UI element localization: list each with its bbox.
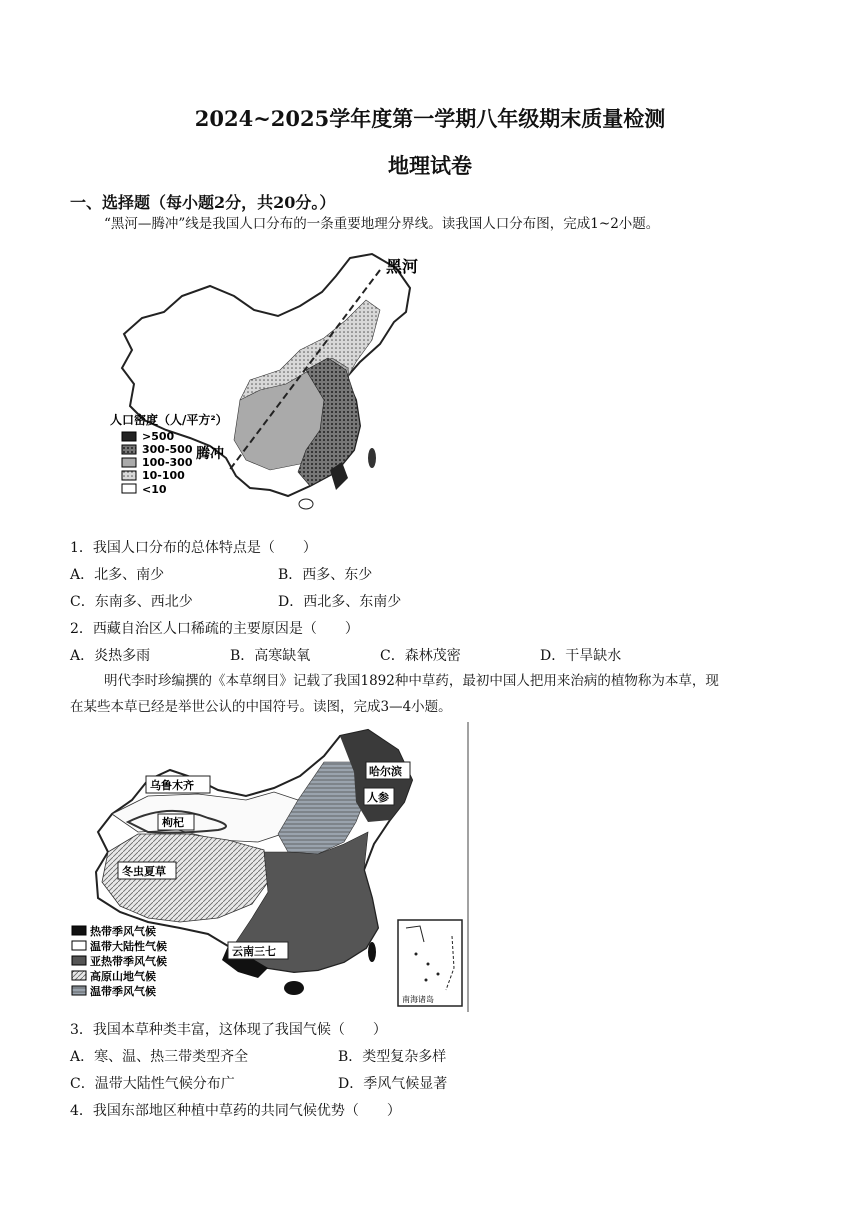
inset-label: 南海诸岛 (402, 995, 434, 1004)
legend-item: 亚热带季风气候 (90, 955, 167, 968)
q1-option-a: A．北多、南少 (70, 567, 165, 583)
section-heading: 一、选择题（每小题2分，共20分。） (70, 193, 336, 212)
q2-option-c: C．森林茂密 (380, 648, 461, 664)
legend-item: 热带季风气候 (90, 925, 156, 938)
label-goji: 枸杞 (162, 816, 184, 829)
climate-herbs-map (68, 722, 470, 1012)
legend-item: 温带大陆性气候 (90, 940, 167, 953)
label-heihe: 黑河 (386, 257, 419, 276)
question-2: 2．西藏自治区人口稀疏的主要原因是（ ） (70, 621, 359, 637)
intro-text-2-line2: 在某些本草已经是举世公认的中国符号。读图，完成3—4小题。 (70, 699, 452, 715)
population-density-map (110, 250, 430, 515)
label-ginseng: 人参 (367, 791, 389, 804)
label-urumqi: 乌鲁木齐 (150, 779, 194, 792)
label-tengchong: 腾冲 (196, 446, 224, 462)
legend-item: 10-100 (142, 469, 185, 482)
legend-item: 温带季风气候 (90, 985, 156, 998)
q1-option-d: D．西北多、东南少 (278, 594, 402, 610)
question-4: 4．我国东部地区种植中草药的共同气候优势（ ） (70, 1103, 401, 1119)
legend-item: <10 (142, 483, 167, 496)
question-1: 1．我国人口分布的总体特点是（ ） (70, 540, 317, 556)
label-cordyceps: 冬虫夏草 (122, 865, 166, 878)
legend-item: 高原山地气候 (90, 970, 156, 983)
legend-item: 100-300 (142, 456, 193, 469)
exam-subject: 地理试卷 (388, 153, 472, 178)
q3-option-d: D．季风气候显著 (338, 1076, 448, 1092)
label-harbin: 哈尔滨 (369, 765, 402, 778)
q2-option-d: D．干旱缺水 (540, 648, 622, 664)
q3-option-b: B．类型复杂多样 (338, 1049, 447, 1065)
q3-option-c: C．温带大陆性气候分布广 (70, 1076, 235, 1092)
q1-option-b: B．西多、东少 (278, 567, 373, 583)
legend-item: >500 (142, 430, 175, 443)
intro-text-1: “黑河—腾冲”线是我国人口分布的一条重要地理分界线。读我国人口分布图，完成1~2小题。 (104, 216, 660, 232)
legend-title: 人口密度（人/平方²） (110, 413, 228, 427)
exam-title: 2024~2025学年度第一学期八年级期末质量检测 (194, 106, 666, 131)
intro-text-2-line1: 明代李时珍编撰的《本草纲目》记载了我国1892种中草药，最初中国人把用来治病的植物称为本草，现 (104, 673, 719, 689)
legend-item: 300-500 (142, 443, 193, 456)
question-3: 3．我国本草种类丰富，这体现了我国气候（ ） (70, 1022, 387, 1038)
label-yunnan-sanqi: 云南三七 (232, 945, 276, 958)
q2-option-a: A．炎热多雨 (70, 648, 151, 664)
q1-option-c: C．东南多、西北少 (70, 594, 193, 610)
q2-option-b: B．高寒缺氧 (230, 648, 311, 664)
q3-option-a: A．寒、温、热三带类型齐全 (70, 1049, 249, 1065)
